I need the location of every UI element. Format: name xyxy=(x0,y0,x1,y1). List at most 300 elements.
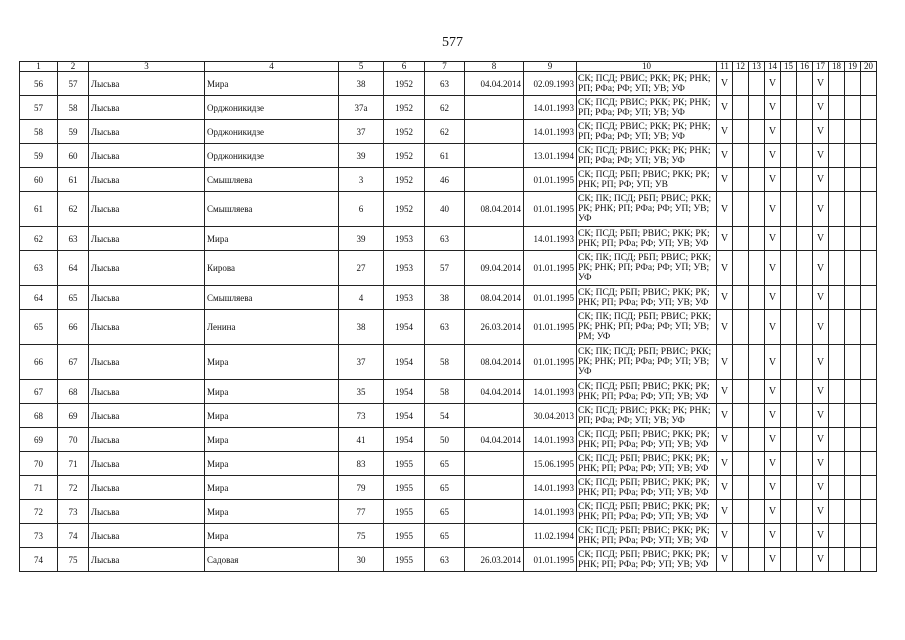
mark-cell-11: V xyxy=(717,192,733,227)
house-number-cell: 83 xyxy=(339,452,384,476)
codes-line: СК; ПСД; РВИС; РКК; РК; РНК; xyxy=(578,145,711,156)
column-header-15: 15 xyxy=(781,62,797,72)
mark-cell-17: V xyxy=(813,500,829,524)
codes-line: СК; ПСД; РБП; РВИС; РКК; РК; xyxy=(578,549,710,560)
year-cell: 1952 xyxy=(384,144,425,168)
date-cell: 08.04.2014 xyxy=(465,286,524,310)
column-header-10: 10 xyxy=(577,62,717,72)
city-cell: Лысьва xyxy=(89,168,205,192)
mark-cell-18 xyxy=(829,72,845,96)
column-header-8: 8 xyxy=(465,62,524,72)
value-cell: 61 xyxy=(425,144,465,168)
codes-cell xyxy=(577,251,717,286)
mark-cell-12 xyxy=(733,286,749,310)
date-cell: 08.04.2014 xyxy=(465,192,524,227)
table-row xyxy=(20,524,877,548)
mark-cell-13 xyxy=(749,286,765,310)
mark-cell-11: V xyxy=(717,404,733,428)
codes-line: РНК; РП; РФа; РФ; УП; УВ; УФ xyxy=(578,487,709,498)
value-cell: 46 xyxy=(425,168,465,192)
table-row xyxy=(20,192,877,227)
mark-cell-14: V xyxy=(765,310,781,345)
mark-cell-14: V xyxy=(765,404,781,428)
value-cell: 65 xyxy=(425,500,465,524)
codes-line: РНК; РП; РФа; РФ; УП; УВ; УФ xyxy=(578,391,709,402)
year-cell: 1952 xyxy=(384,168,425,192)
table-row xyxy=(20,500,877,524)
column-header-18: 18 xyxy=(829,62,845,72)
codes-line: УФ xyxy=(578,367,592,377)
mark-cell-18 xyxy=(829,524,845,548)
codes-cell xyxy=(577,345,717,380)
codes-cell xyxy=(577,404,717,428)
mark-cell-18 xyxy=(829,500,845,524)
row-id: 59 xyxy=(58,120,89,144)
mark-cell-14: V xyxy=(765,96,781,120)
mark-cell-18 xyxy=(829,96,845,120)
codes-line: РП; РФа; РФ; УП; УВ; УФ xyxy=(578,131,685,142)
street-cell: Мира xyxy=(205,345,339,380)
house-number-cell: 37 xyxy=(339,120,384,144)
date-cell xyxy=(465,120,524,144)
street-cell: Ленина xyxy=(205,310,339,345)
mark-cell-20 xyxy=(861,428,877,452)
house-number-cell: 77 xyxy=(339,500,384,524)
mark-cell-12 xyxy=(733,96,749,120)
row-id: 68 xyxy=(58,380,89,404)
row-number: 60 xyxy=(20,168,58,192)
date-cell: 26.03.2014 xyxy=(465,548,524,572)
row-number: 69 xyxy=(20,428,58,452)
date-cell: 13.01.1994 xyxy=(524,144,577,168)
mark-cell-19 xyxy=(845,500,861,524)
mark-cell-11: V xyxy=(717,500,733,524)
mark-cell-11: V xyxy=(717,524,733,548)
mark-cell-19 xyxy=(845,144,861,168)
street-cell: Орджоникидзе xyxy=(205,96,339,120)
mark-cell-11: V xyxy=(717,452,733,476)
column-header-5: 5 xyxy=(339,62,384,72)
row-id: 71 xyxy=(58,452,89,476)
mark-cell-16 xyxy=(797,120,813,144)
mark-cell-13 xyxy=(749,251,765,286)
table-row xyxy=(20,286,877,310)
year-cell: 1953 xyxy=(384,227,425,251)
page-number: 577 xyxy=(442,35,463,50)
row-id: 57 xyxy=(58,72,89,96)
mark-cell-20 xyxy=(861,286,877,310)
codes-line: СК; ПСД; РБП; РВИС; РКК; РК; xyxy=(578,477,710,488)
mark-cell-12 xyxy=(733,476,749,500)
mark-cell-13 xyxy=(749,120,765,144)
street-cell: Мира xyxy=(205,524,339,548)
mark-cell-16 xyxy=(797,286,813,310)
house-number-cell: 75 xyxy=(339,524,384,548)
mark-cell-20 xyxy=(861,192,877,227)
city-cell: Лысьва xyxy=(89,227,205,251)
mark-cell-17: V xyxy=(813,192,829,227)
table-row xyxy=(20,168,877,192)
mark-cell-13 xyxy=(749,144,765,168)
mark-cell-17: V xyxy=(813,227,829,251)
year-cell: 1955 xyxy=(384,524,425,548)
mark-cell-12 xyxy=(733,227,749,251)
row-id: 63 xyxy=(58,227,89,251)
mark-cell-12 xyxy=(733,345,749,380)
mark-cell-20 xyxy=(861,452,877,476)
mark-cell-11: V xyxy=(717,251,733,286)
mark-cell-19 xyxy=(845,227,861,251)
mark-cell-16 xyxy=(797,168,813,192)
mark-cell-17: V xyxy=(813,72,829,96)
date-cell: 04.04.2014 xyxy=(465,380,524,404)
date-cell xyxy=(465,524,524,548)
codes-line: СК; ПК; ПСД; РБП; РВИС; РКК; xyxy=(578,194,712,204)
date-cell: 08.04.2014 xyxy=(465,345,524,380)
mark-cell-11: V xyxy=(717,168,733,192)
mark-cell-14: V xyxy=(765,168,781,192)
mark-cell-17: V xyxy=(813,404,829,428)
column-header-16: 16 xyxy=(797,62,813,72)
mark-cell-13 xyxy=(749,452,765,476)
row-number: 58 xyxy=(20,120,58,144)
codes-cell xyxy=(577,380,717,404)
mark-cell-16 xyxy=(797,227,813,251)
codes-cell xyxy=(577,452,717,476)
mark-cell-12 xyxy=(733,428,749,452)
house-number-cell: 73 xyxy=(339,404,384,428)
codes-cell xyxy=(577,227,717,251)
mark-cell-13 xyxy=(749,548,765,572)
value-cell: 50 xyxy=(425,428,465,452)
codes-cell xyxy=(577,144,717,168)
value-cell: 65 xyxy=(425,524,465,548)
mark-cell-16 xyxy=(797,500,813,524)
mark-cell-13 xyxy=(749,428,765,452)
mark-cell-16 xyxy=(797,96,813,120)
mark-cell-19 xyxy=(845,428,861,452)
codes-line: РП; РФа; РФ; УП; УВ; УФ xyxy=(578,415,685,426)
house-number-cell: 3 xyxy=(339,168,384,192)
value-cell: 65 xyxy=(425,452,465,476)
city-cell: Лысьва xyxy=(89,548,205,572)
mark-cell-13 xyxy=(749,168,765,192)
city-cell: Лысьва xyxy=(89,500,205,524)
house-number-cell: 38 xyxy=(339,310,384,345)
mark-cell-14: V xyxy=(765,120,781,144)
year-cell: 1955 xyxy=(384,500,425,524)
codes-line: СК; ПСД; РВИС; РКК; РК; РНК; xyxy=(578,73,711,84)
mark-cell-15 xyxy=(781,96,797,120)
date-cell: 01.01.1995 xyxy=(524,345,577,380)
mark-cell-18 xyxy=(829,345,845,380)
city-cell: Лысьва xyxy=(89,524,205,548)
date-cell: 14.01.1993 xyxy=(524,227,577,251)
registry-table xyxy=(19,61,877,572)
date-cell: 01.01.1995 xyxy=(524,251,577,286)
mark-cell-12 xyxy=(733,452,749,476)
mark-cell-18 xyxy=(829,192,845,227)
codes-line: РНК; РП; РФа; РФ; УП; УВ; УФ xyxy=(578,535,709,546)
street-cell: Мира xyxy=(205,500,339,524)
codes-line: СК; ПСД; РВИС; РКК; РК; РНК; xyxy=(578,405,711,416)
mark-cell-17: V xyxy=(813,524,829,548)
codes-cell xyxy=(577,72,717,96)
column-header-12: 12 xyxy=(733,62,749,72)
mark-cell-19 xyxy=(845,251,861,286)
table-row xyxy=(20,452,877,476)
mark-cell-17: V xyxy=(813,380,829,404)
date-cell xyxy=(465,476,524,500)
mark-cell-20 xyxy=(861,404,877,428)
year-cell: 1955 xyxy=(384,548,425,572)
codes-cell xyxy=(577,286,717,310)
mark-cell-18 xyxy=(829,452,845,476)
mark-cell-19 xyxy=(845,286,861,310)
row-number: 72 xyxy=(20,500,58,524)
mark-cell-16 xyxy=(797,452,813,476)
mark-cell-14: V xyxy=(765,251,781,286)
mark-cell-17: V xyxy=(813,96,829,120)
row-id: 58 xyxy=(58,96,89,120)
codes-line: РНК; РП; РФа; РФ; УП; УВ; УФ xyxy=(578,297,709,308)
row-number: 74 xyxy=(20,548,58,572)
city-cell: Лысьва xyxy=(89,96,205,120)
row-number: 67 xyxy=(20,380,58,404)
mark-cell-17: V xyxy=(813,120,829,144)
year-cell: 1953 xyxy=(384,286,425,310)
year-cell: 1952 xyxy=(384,192,425,227)
column-header-17: 17 xyxy=(813,62,829,72)
mark-cell-12 xyxy=(733,251,749,286)
value-cell: 54 xyxy=(425,404,465,428)
codes-line: СК; ПСД; РБП; РВИС; РКК; РК; xyxy=(578,169,710,180)
mark-cell-15 xyxy=(781,144,797,168)
mark-cell-12 xyxy=(733,120,749,144)
street-cell: Мира xyxy=(205,380,339,404)
city-cell: Лысьва xyxy=(89,345,205,380)
table-row xyxy=(20,310,877,345)
column-header-4: 4 xyxy=(205,62,339,72)
date-cell: 26.03.2014 xyxy=(465,310,524,345)
date-cell xyxy=(465,168,524,192)
row-id: 65 xyxy=(58,286,89,310)
date-cell: 01.01.1995 xyxy=(524,286,577,310)
street-cell: Мира xyxy=(205,428,339,452)
mark-cell-16 xyxy=(797,548,813,572)
year-cell: 1953 xyxy=(384,251,425,286)
mark-cell-12 xyxy=(733,524,749,548)
mark-cell-13 xyxy=(749,227,765,251)
year-cell: 1954 xyxy=(384,345,425,380)
table-row xyxy=(20,428,877,452)
mark-cell-11: V xyxy=(717,310,733,345)
mark-cell-17: V xyxy=(813,428,829,452)
mark-cell-20 xyxy=(861,144,877,168)
mark-cell-15 xyxy=(781,168,797,192)
street-cell: Кирова xyxy=(205,251,339,286)
mark-cell-19 xyxy=(845,96,861,120)
mark-cell-18 xyxy=(829,286,845,310)
city-cell: Лысьва xyxy=(89,144,205,168)
mark-cell-14: V xyxy=(765,548,781,572)
table-row xyxy=(20,72,877,96)
year-cell: 1955 xyxy=(384,476,425,500)
mark-cell-11: V xyxy=(717,380,733,404)
mark-cell-11: V xyxy=(717,286,733,310)
city-cell: Лысьва xyxy=(89,72,205,96)
year-cell: 1954 xyxy=(384,380,425,404)
codes-line: РК; РНК; РП; РФа; РФ; УП; УВ; xyxy=(578,322,710,332)
codes-line: РНК; РП; РФа; РФ; УП; УВ; УФ xyxy=(578,559,709,570)
year-cell: 1954 xyxy=(384,428,425,452)
street-cell: Мира xyxy=(205,452,339,476)
mark-cell-20 xyxy=(861,345,877,380)
codes-line: РНК; РП; РФа; РФ; УП; УВ; УФ xyxy=(578,463,709,474)
city-cell: Лысьва xyxy=(89,380,205,404)
mark-cell-15 xyxy=(781,476,797,500)
date-cell: 14.01.1993 xyxy=(524,380,577,404)
mark-cell-18 xyxy=(829,251,845,286)
column-header-14: 14 xyxy=(765,62,781,72)
codes-line: СК; ПСД; РБП; РВИС; РКК; РК; xyxy=(578,429,710,440)
mark-cell-11: V xyxy=(717,120,733,144)
column-header-2: 2 xyxy=(58,62,89,72)
mark-cell-15 xyxy=(781,251,797,286)
column-header-19: 19 xyxy=(845,62,861,72)
city-cell: Лысьва xyxy=(89,192,205,227)
mark-cell-15 xyxy=(781,192,797,227)
mark-cell-15 xyxy=(781,380,797,404)
mark-cell-11: V xyxy=(717,548,733,572)
value-cell: 62 xyxy=(425,120,465,144)
mark-cell-15 xyxy=(781,72,797,96)
codes-line: СК; ПК; ПСД; РБП; РВИС; РКК; xyxy=(578,312,712,322)
mark-cell-18 xyxy=(829,476,845,500)
row-id: 69 xyxy=(58,404,89,428)
mark-cell-11: V xyxy=(717,144,733,168)
mark-cell-18 xyxy=(829,120,845,144)
mark-cell-15 xyxy=(781,524,797,548)
mark-cell-17: V xyxy=(813,310,829,345)
date-cell: 01.01.1995 xyxy=(524,310,577,345)
mark-cell-19 xyxy=(845,310,861,345)
mark-cell-15 xyxy=(781,286,797,310)
codes-cell xyxy=(577,428,717,452)
street-cell: Смышляева xyxy=(205,168,339,192)
date-cell: 04.04.2014 xyxy=(465,72,524,96)
mark-cell-14: V xyxy=(765,500,781,524)
codes-line: УФ xyxy=(578,214,592,224)
mark-cell-16 xyxy=(797,310,813,345)
mark-cell-17: V xyxy=(813,476,829,500)
mark-cell-16 xyxy=(797,404,813,428)
row-number: 64 xyxy=(20,286,58,310)
street-cell: Смышляева xyxy=(205,286,339,310)
mark-cell-17: V xyxy=(813,144,829,168)
city-cell: Лысьва xyxy=(89,428,205,452)
table-row xyxy=(20,476,877,500)
mark-cell-12 xyxy=(733,548,749,572)
value-cell: 65 xyxy=(425,476,465,500)
table-row xyxy=(20,96,877,120)
codes-cell xyxy=(577,500,717,524)
mark-cell-12 xyxy=(733,310,749,345)
mark-cell-14: V xyxy=(765,286,781,310)
column-header-13: 13 xyxy=(749,62,765,72)
row-id: 66 xyxy=(58,310,89,345)
codes-cell xyxy=(577,310,717,345)
mark-cell-11: V xyxy=(717,345,733,380)
mark-cell-15 xyxy=(781,227,797,251)
mark-cell-20 xyxy=(861,476,877,500)
codes-line: СК; ПСД; РБП; РВИС; РКК; РК; xyxy=(578,525,710,536)
date-cell xyxy=(465,96,524,120)
column-header-20: 20 xyxy=(861,62,877,72)
table-row xyxy=(20,144,877,168)
mark-cell-13 xyxy=(749,476,765,500)
street-cell: Мира xyxy=(205,72,339,96)
row-id: 75 xyxy=(58,548,89,572)
date-cell: 14.01.1993 xyxy=(524,500,577,524)
mark-cell-15 xyxy=(781,345,797,380)
column-header-3: 3 xyxy=(89,62,205,72)
value-cell: 58 xyxy=(425,380,465,404)
row-number: 71 xyxy=(20,476,58,500)
house-number-cell: 39 xyxy=(339,144,384,168)
mark-cell-14: V xyxy=(765,524,781,548)
mark-cell-13 xyxy=(749,96,765,120)
mark-cell-17: V xyxy=(813,251,829,286)
row-number: 62 xyxy=(20,227,58,251)
house-number-cell: 41 xyxy=(339,428,384,452)
mark-cell-19 xyxy=(845,404,861,428)
row-id: 74 xyxy=(58,524,89,548)
mark-cell-19 xyxy=(845,168,861,192)
value-cell: 38 xyxy=(425,286,465,310)
codes-cell xyxy=(577,548,717,572)
codes-cell xyxy=(577,476,717,500)
column-header-6: 6 xyxy=(384,62,425,72)
column-header-1: 1 xyxy=(20,62,58,72)
mark-cell-20 xyxy=(861,310,877,345)
mark-cell-12 xyxy=(733,144,749,168)
codes-line: СК; ПК; ПСД; РБП; РВИС; РКК; xyxy=(578,347,712,357)
column-header-9: 9 xyxy=(524,62,577,72)
house-number-cell: 37 xyxy=(339,345,384,380)
row-id: 72 xyxy=(58,476,89,500)
mark-cell-12 xyxy=(733,500,749,524)
year-cell: 1955 xyxy=(384,452,425,476)
codes-line: РНК; РП; РФ; УП; УВ xyxy=(578,179,668,190)
mark-cell-17: V xyxy=(813,345,829,380)
date-cell xyxy=(465,227,524,251)
mark-cell-18 xyxy=(829,168,845,192)
table-body xyxy=(20,72,877,572)
row-id: 67 xyxy=(58,345,89,380)
date-cell: 04.04.2014 xyxy=(465,428,524,452)
table-row xyxy=(20,345,877,380)
mark-cell-16 xyxy=(797,144,813,168)
mark-cell-18 xyxy=(829,144,845,168)
city-cell: Лысьва xyxy=(89,310,205,345)
codes-line: РК; РНК; РП; РФа; РФ; УП; УВ; xyxy=(578,204,710,214)
codes-line: РК; РНК; РП; РФа; РФ; УП; УВ; xyxy=(578,357,710,367)
row-number: 56 xyxy=(20,72,58,96)
row-number: 73 xyxy=(20,524,58,548)
mark-cell-15 xyxy=(781,500,797,524)
codes-line: СК; ПСД; РБП; РВИС; РКК; РК; xyxy=(578,501,710,512)
